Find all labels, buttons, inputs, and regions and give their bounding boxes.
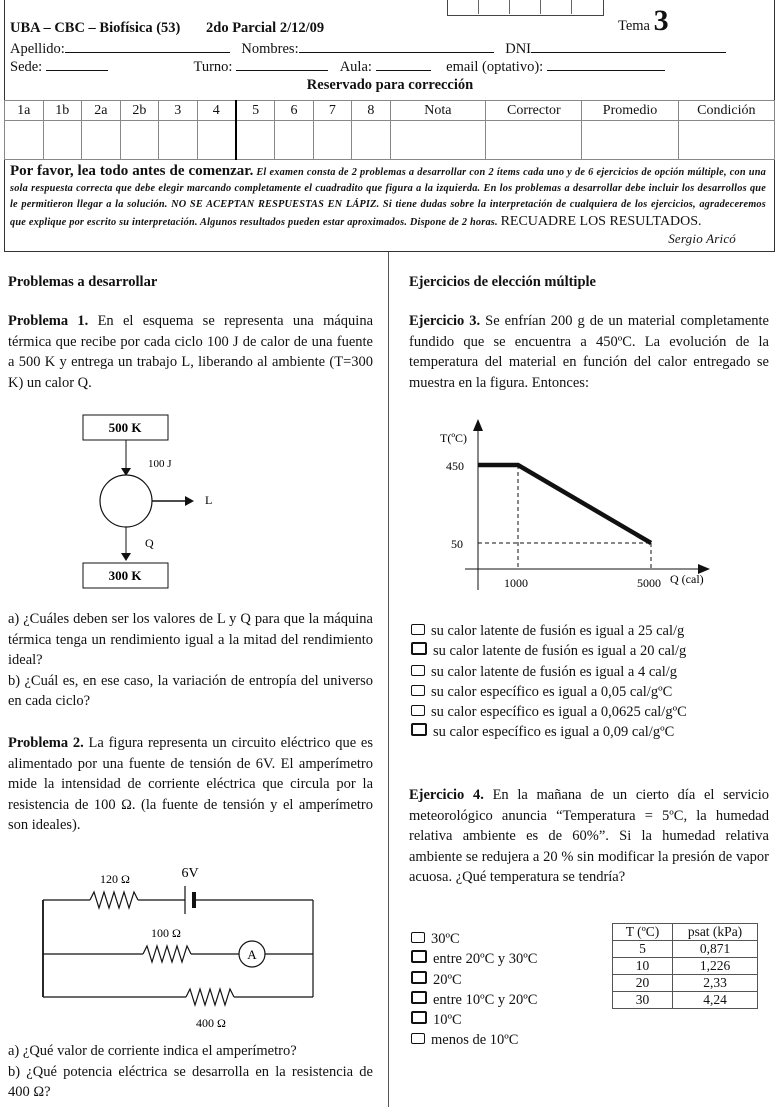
instructions (10, 163, 766, 247)
nombres-field[interactable] (299, 40, 494, 53)
checkbox-icon[interactable] (411, 1011, 427, 1024)
option-label: su calor latente de fusión es igual a 20 cal/g (433, 643, 687, 660)
grade-cell[interactable] (390, 121, 486, 160)
right-section-title: Ejercicios de elección múltiple (409, 274, 596, 290)
table-row (613, 975, 758, 992)
problem-1-question-b: b) ¿Cuál es, en ese caso, la variación de entropía del universo en cada ciclo? (8, 672, 373, 709)
problem-1-question-a: a) ¿Cuáles deben ser los valores de L y Q para que la máquina térmica tenga un rendimiento igual a la mitad del rendimiento ideal? (8, 611, 373, 668)
y-tick-450: 450 (446, 459, 464, 473)
r3-label: 400 Ω (196, 1016, 226, 1030)
cell: 1,226 (673, 958, 758, 975)
arrow-right-icon (185, 496, 194, 506)
r1-label: 120 Ω (100, 872, 130, 886)
ammeter-label: A (247, 947, 257, 962)
exercise-4-label: Ejercicio 4. (409, 787, 484, 803)
grade-cell[interactable] (678, 121, 774, 160)
right-section-title-wrap (409, 272, 769, 293)
exercise-4-text: En la mañana de un cierto día el servicio meteorológico anuncia “Temperatura = 5ºC, la humedad relativa ambiente es de 60%”. Si la humedad relativa ambiente se redujera a 20 % sin modificar la presión de vapor acuosa. ¿Qué temperatura se tendría? (409, 787, 770, 885)
temperature-heat-chart (420, 415, 730, 595)
checkbox-icon[interactable] (411, 991, 427, 1004)
resistor-400-icon (186, 989, 234, 1005)
grade-cell[interactable] (352, 121, 390, 160)
option-label: su calor latente de fusión es igual a 25 cal/g (431, 623, 685, 639)
hot-reservoir-label: 500 K (108, 420, 142, 435)
cell: 10 (613, 958, 673, 975)
grade-cell[interactable] (582, 121, 678, 160)
instructions-body: El examen consta de 2 problemas a desarrollar con 2 ítems cada uno y de 6 ejercicios de opción múltiple, con una sola respuesta correcta que debe elegir marcando completamente el cuadradito que figura a la izquierda. En los problemas a desarrollar debe incluir los desarrollos que le permitieron llegar a la solución. NO SE ACEPTAN RESPUESTAS EN LÁPIZ. Si tiene dudas sobre la interpretación de cualquiera de los ejercicios, agradeceremos que explique por escrito su interpretación. Algunos resultados pueden estar aproximados. Dispone de 2 horas. (10, 167, 766, 228)
exercise-3 (409, 311, 769, 393)
grade-cell[interactable] (5, 121, 44, 160)
grade-cell[interactable] (313, 121, 351, 160)
problem-2-text: La figura representa un circuito eléctrico que es alimentado por una fuente de tensión de 6V. El amperímetro mide la intensidad de corriente eléctrica que circula por la resistencia de 100 Ω. (la fuente de tensión y el amperímetro son ideales). (8, 735, 374, 833)
column-divider (388, 252, 389, 1107)
table-row (613, 992, 758, 1009)
resistor-100-icon (143, 946, 191, 962)
dni-field[interactable] (531, 40, 726, 53)
col-header: 2b (120, 101, 159, 121)
problem-1 (8, 311, 373, 393)
y-tick-50: 50 (451, 537, 463, 551)
grade-cell[interactable] (236, 121, 275, 160)
x-tick-1000: 1000 (504, 576, 528, 590)
left-section-title-wrap (8, 272, 373, 293)
email-label: email (optativo): (446, 59, 544, 75)
cell: 0,871 (673, 941, 758, 958)
cell: 5 (613, 941, 673, 958)
table-row (613, 958, 758, 975)
option-label: 10ºC (433, 1012, 462, 1029)
option[interactable] (411, 702, 687, 722)
table-header: T (ºC) (613, 924, 673, 941)
problem-1-label: Problema 1. (8, 313, 89, 329)
cell: 4,24 (673, 992, 758, 1009)
col-header: 8 (352, 101, 390, 121)
col-header: Promedio (582, 101, 678, 121)
apellido-field[interactable] (65, 40, 230, 53)
checkbox-icon[interactable] (411, 971, 427, 984)
sede-label: Sede: (10, 59, 43, 75)
col-header: 3 (159, 101, 197, 121)
name-line (10, 40, 726, 58)
option-label: su calor latente de fusión es igual a 4 cal/g (431, 663, 678, 680)
turno-field[interactable] (236, 58, 328, 71)
col-header: 1b (43, 101, 82, 121)
x-tick-5000: 5000 (637, 576, 661, 590)
checkbox-icon[interactable] (411, 705, 425, 716)
problem-2 (8, 733, 373, 836)
col-header: 6 (275, 101, 313, 121)
problem-2-question-b: b) ¿Qué potencia eléctrica se desarrolla en la resistencia de 400 Ω? (8, 1063, 373, 1100)
left-section-title: Problemas a desarrollar (8, 274, 158, 290)
grade-cell[interactable] (159, 121, 197, 160)
source-label: 6V (181, 866, 199, 881)
option[interactable] (411, 949, 537, 969)
col-header: Condición (678, 101, 774, 121)
exam-header-line (10, 20, 324, 37)
checkbox-icon[interactable] (411, 624, 425, 635)
instructions-lead: Por favor, lea todo antes de comenzar. (10, 163, 254, 179)
table-row (613, 941, 758, 958)
problem-2-label: Problema 2. (8, 735, 84, 751)
checkbox-icon[interactable] (411, 932, 425, 943)
turno-label: Turno: (193, 59, 233, 75)
exercise-3-text: Se enfrían 200 g de un material completamente fundido que se encuentra a 450ºC. La evolución de la temperatura del material en función del calor entregado se muestra en la figura. Entonces: (409, 313, 769, 391)
cell: 2,33 (673, 975, 758, 992)
location-line (10, 58, 665, 76)
grade-cell[interactable] (82, 121, 121, 160)
id-boxes[interactable] (447, 0, 604, 16)
exercise-4 (409, 785, 769, 888)
apellido-label: Apellido: (10, 41, 65, 57)
tema-label: Tema (618, 18, 650, 34)
work-label: L (205, 493, 213, 507)
circuit-diagram (30, 855, 330, 1035)
option[interactable] (411, 990, 537, 1010)
q-in-label: 100 J (148, 458, 172, 470)
option[interactable] (411, 929, 537, 949)
option[interactable] (411, 970, 537, 990)
grade-cell[interactable] (486, 121, 582, 160)
r2-label: 100 Ω (151, 926, 181, 940)
checkbox-icon[interactable] (411, 665, 425, 676)
problem-2-question-a: a) ¿Qué valor de corriente indica el amperímetro? (8, 1043, 297, 1059)
option-label: 20ºC (433, 971, 462, 988)
col-header: Corrector (486, 101, 582, 121)
email-field[interactable] (547, 58, 665, 71)
cell: 30 (613, 992, 673, 1009)
grade-table (4, 100, 775, 160)
grade-cell[interactable] (120, 121, 159, 160)
option[interactable] (411, 621, 687, 641)
resistor-120-icon (90, 892, 138, 908)
checkbox-icon[interactable] (411, 950, 427, 963)
option-label: 30ºC (431, 931, 460, 947)
exercise-3-label: Ejercicio 3. (409, 313, 481, 329)
table-header: psat (kPa) (673, 924, 758, 941)
reservado-label: Reservado para corrección (306, 77, 474, 93)
col-header: 4 (197, 101, 236, 121)
option-label: su calor específico es igual a 0,09 cal/gºC (433, 724, 675, 741)
instructions-caps: RECUADRE LOS RESULTADOS. (500, 213, 702, 229)
option[interactable] (411, 722, 687, 742)
grade-cell[interactable] (275, 121, 313, 160)
exam-title: 2do Parcial 2/12/09 (206, 20, 325, 36)
problem-2-questions (8, 1041, 373, 1103)
engine-circle (100, 475, 152, 527)
col-header: Nota (390, 101, 486, 121)
option[interactable] (411, 641, 687, 661)
option-label: menos de 10ºC (431, 1032, 519, 1049)
option[interactable] (411, 1030, 537, 1050)
col-header: 5 (236, 101, 275, 121)
cell: 20 (613, 975, 673, 992)
heat-engine-diagram (60, 400, 260, 600)
y-axis-label: T(ºC) (440, 431, 468, 445)
option[interactable] (411, 682, 687, 702)
checkbox-icon[interactable] (411, 723, 427, 736)
checkbox-icon[interactable] (411, 1033, 425, 1044)
y-axis-arrow-icon (473, 419, 483, 431)
exercise-4-options (411, 929, 537, 1051)
arrow-down-icon (121, 553, 131, 561)
option-label: su calor específico es igual a 0,05 cal/gºC (431, 683, 673, 700)
nombres-label: Nombres: (241, 41, 299, 57)
psat-table (612, 923, 758, 1009)
option-label: entre 20ºC y 30ºC (433, 951, 538, 968)
col-header: 1a (5, 101, 44, 121)
checkbox-icon[interactable] (411, 642, 427, 655)
problem-1-text: En el esquema se representa una máquina térmica que recibe por cada ciclo 100 J de calor de una fuente a 500 K y entrega un trabajo L, liberando al ambiente (T=300 K) un calor Q. (8, 313, 374, 391)
tema (618, 6, 669, 36)
option[interactable] (411, 1010, 537, 1030)
q-out-label: Q (145, 536, 154, 550)
institution: UBA – CBC – Biofísica (53) (10, 20, 181, 36)
x-axis-label: Q (cal) (670, 572, 704, 586)
aula-field[interactable] (376, 58, 431, 71)
sede-field[interactable] (46, 58, 108, 71)
tema-number: 3 (653, 4, 669, 37)
data-line (478, 465, 651, 543)
exercise-3-options (411, 621, 687, 743)
checkbox-icon[interactable] (411, 685, 425, 696)
option-label: entre 10ºC y 20ºC (433, 991, 538, 1008)
signature: Sergio Aricó (668, 230, 736, 246)
col-header: 2a (82, 101, 121, 121)
aula-label: Aula: (339, 59, 372, 75)
grade-cell[interactable] (43, 121, 82, 160)
dni-label: DNI (505, 41, 531, 57)
cold-reservoir-label: 300 K (108, 568, 142, 583)
problem-1-questions (8, 609, 373, 712)
option-label: su calor específico es igual a 0,0625 cal/gºC (431, 704, 687, 721)
grade-cell[interactable] (197, 121, 236, 160)
option[interactable] (411, 662, 687, 682)
col-header: 7 (313, 101, 351, 121)
